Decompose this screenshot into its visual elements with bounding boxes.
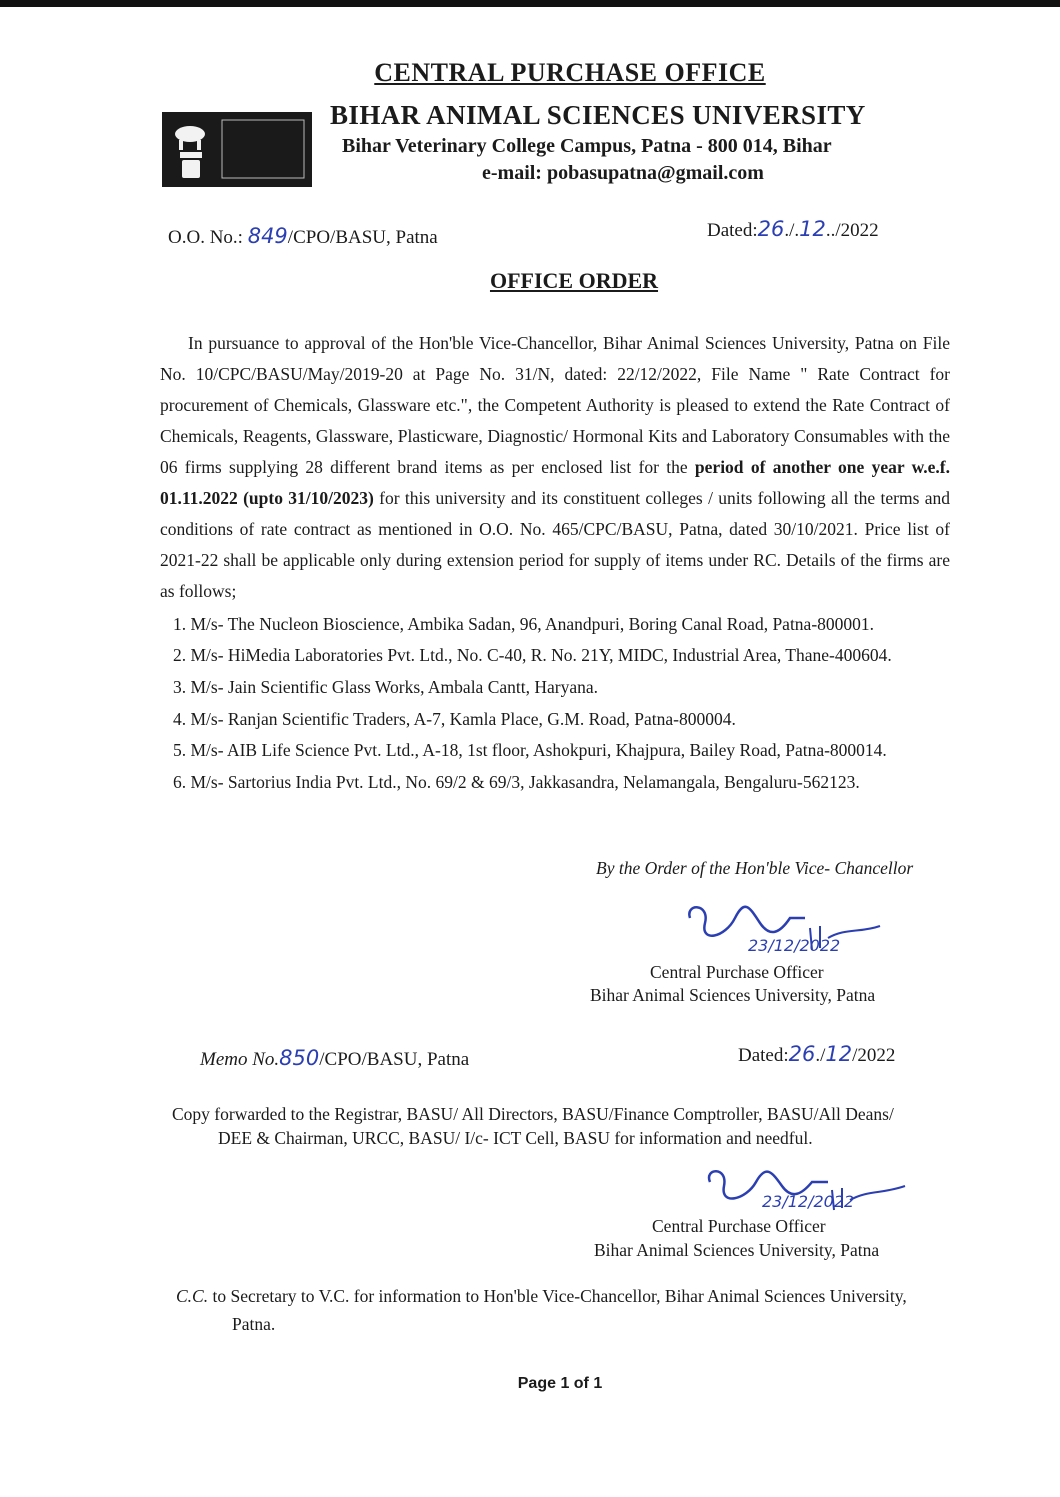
university-address: Bihar Veterinary College Campus, Patna - 800 014, Bihar <box>342 135 832 157</box>
firm-item: 5. M/s- AIB Life Science Pvt. Ltd., A-18, 1st floor, Ashokpuri, Khajpura, Bailey Road, Patna-800014. <box>173 740 887 760</box>
order-authority-line: By the Order of the Hon'ble Vice- Chancellor <box>596 858 914 878</box>
office-heading: CENTRAL PURCHASE OFFICE <box>374 58 766 87</box>
copy-forwarded-line-1: Copy forwarded to the Registrar, BASU/ All Directors, BASU/Finance Comptroller, BASU/All Deans/ <box>172 1104 894 1124</box>
firm-item: 1. M/s- The Nucleon Bioscience, Ambika Sadan, 96, Anandpuri, Boring Canal Road, Patna-800001. <box>173 614 875 634</box>
university-logo <box>162 112 312 187</box>
signature-1-org: Bihar Animal Sciences University, Patna <box>590 985 876 1005</box>
signature-2-org: Bihar Animal Sciences University, Patna <box>594 1240 880 1260</box>
memo-date: Dated:26./12/2022 <box>738 1042 896 1066</box>
signature-2-date: 23/12/2022 <box>762 1192 855 1211</box>
university-name: BIHAR ANIMAL SCIENCES UNIVERSITY <box>330 100 866 130</box>
scan-top-edge <box>0 0 1060 7</box>
order-number-handwritten: 849 <box>247 224 288 248</box>
signature-1-designation: Central Purchase Officer <box>650 962 824 982</box>
copy-forwarded-line-2: DEE & Chairman, URCC, BASU/ I/c- ICT Cell, BASU for information and needful. <box>218 1128 813 1148</box>
order-date: Dated:26./.12../2022 <box>707 217 879 241</box>
firm-item: 3. M/s- Jain Scientific Glass Works, Ambala Cantt, Haryana. <box>173 677 598 697</box>
page-number: Page 1 of 1 <box>517 1375 603 1392</box>
order-number: O.O. No.: 849/CPO/BASU, Patna <box>168 224 438 248</box>
signature-2-designation: Central Purchase Officer <box>652 1216 826 1236</box>
order-body: In pursuance to approval of the Hon'ble Vice-Chancellor, Bihar Animal Sciences University, Patna on File No. 10/CPC/BASU/May/2019-20 at Page No. 31/N, dated: 22/12/2022, File Name " Rate Contract for procurement of Chemicals, Glassware etc.", the Competent Authority is pleased to extend the Rate Contract of Chemicals, Reagents, Glassware, Plasticware, Diagnostic/ Hormonal Kits and Laboratory Consumables with the 06 firms supplying 28 different brand items as per enclosed list for the period of another one year w.e.f. 01.11.2022 (upto 31/10/2023) for this university and its constituent colleges / units following all the terms and conditions of rate contract as mentioned in O.O. No. 465/CPC/BASU, Patna, dated 30/10/2021. Price list of 2021-22 shall be applicable only during extension period for supply of items under RC. Details of the firms are as follows; <box>160 333 950 601</box>
memo-number: Memo No.850/CPO/BASU, Patna <box>200 1046 470 1070</box>
cc-line: C.C. to Secretary to V.C. for information to Hon'ble Vice-Chancellor, Bihar Animal Sciences University, <box>176 1286 907 1306</box>
firm-item: 4. M/s- Ranjan Scientific Traders, A-7, Kamla Place, G.M. Road, Patna-800004. <box>173 709 736 729</box>
signature-1-date: 23/12/2022 <box>748 936 841 955</box>
university-email: e-mail: pobasupatna@gmail.com <box>482 162 764 184</box>
firm-item: 6. M/s- Sartorius India Pvt. Ltd., No. 69/2 & 69/3, Jakkasandra, Nelamangala, Bengaluru-562123. <box>173 772 860 792</box>
cow-emblem-icon <box>162 112 312 187</box>
cc-line-2: Patna. <box>232 1314 276 1334</box>
document-title: OFFICE ORDER <box>489 268 659 293</box>
firm-item: 2. M/s- HiMedia Laboratories Pvt. Ltd., No. C-40, R. No. 21Y, MIDC, Industrial Area, Thane-400604. <box>173 645 892 665</box>
